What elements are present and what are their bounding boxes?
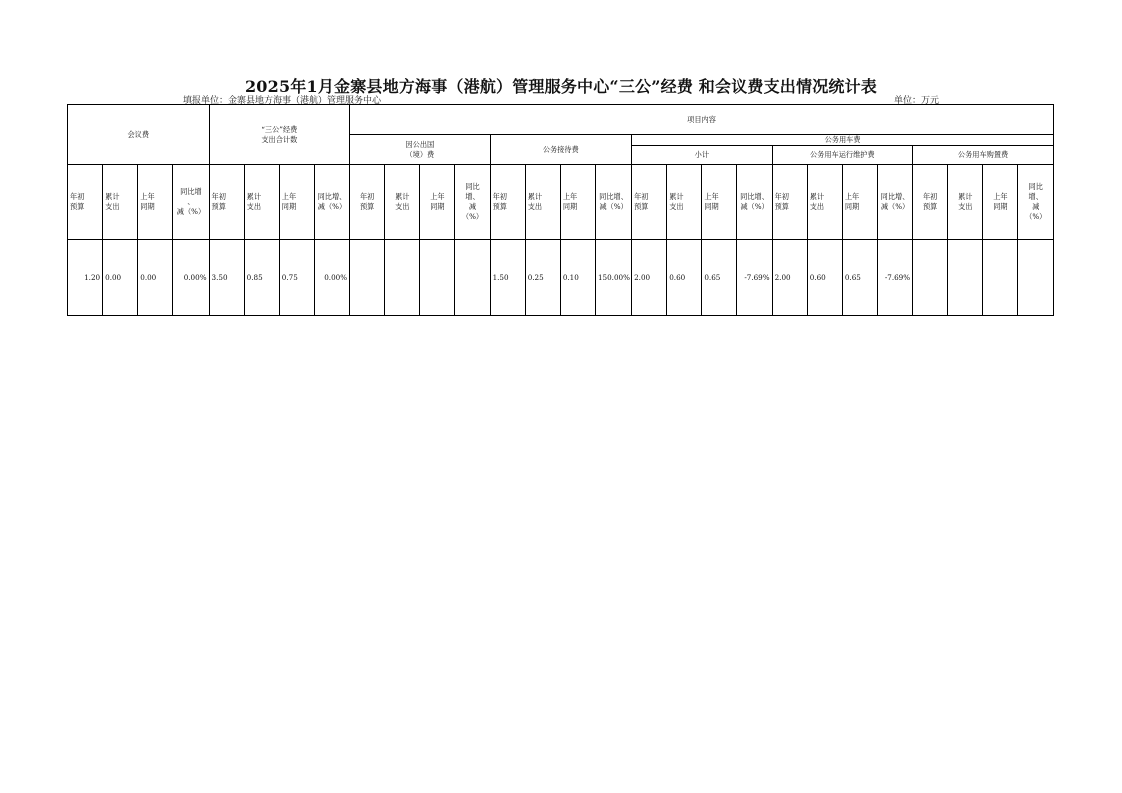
header-project-content: 项目内容: [350, 105, 1054, 135]
subheader-last-year: 上年 同期: [138, 165, 173, 240]
subheader-last-year: 上年 同期: [420, 165, 455, 240]
sangong-yoy-cell: 0.00%: [314, 240, 349, 316]
subtotal-cumulative-cell: 0.60: [667, 240, 702, 316]
header-sangong-total: “三公”经费 支出合计数: [209, 105, 350, 165]
subheader-yoy: 同比增、 减（%）: [737, 165, 772, 240]
reporting-unit: 填报单位：金寨县地方海事（港航）管理服务中心: [183, 96, 382, 106]
subheader-yoy: 同比增、 减（%）: [877, 165, 912, 240]
subheader-last-year: 上年 同期: [983, 165, 1018, 240]
header-reception-fee: 公务接待费: [490, 135, 632, 165]
table-row: [68, 240, 1054, 316]
abroad-yoy-cell: [455, 240, 490, 316]
header-vehicle-maintenance: 公务用车运行维护费: [772, 146, 913, 165]
subheader-yoy: 同比增、 减（%）: [595, 165, 631, 240]
header-vehicle-fee: 公务用车费: [632, 135, 1054, 146]
reception-cumulative-cell: 0.25: [525, 240, 560, 316]
subheader-last-year: 上年 同期: [842, 165, 877, 240]
purchase-budget-cell: [913, 240, 948, 316]
purchase-yoy-cell: [1018, 240, 1054, 316]
reception-last-year-cell: 0.10: [560, 240, 595, 316]
subheader-cumulative: 累计 支出: [385, 165, 420, 240]
header-abroad-fee: 因公出国 （境）费: [350, 135, 491, 165]
reception-budget-cell: 1.50: [490, 240, 525, 316]
purchase-cumulative-cell: [948, 240, 983, 316]
maintenance-cumulative-cell: 0.60: [807, 240, 842, 316]
subtotal-last-year-cell: 0.65: [702, 240, 737, 316]
header-vehicle-purchase: 公务用车购置费: [913, 146, 1054, 165]
subheader-budget: 年初 预算: [68, 165, 103, 240]
header-meeting-fee: 会议费: [68, 105, 210, 165]
meeting-last-year-cell: 0.00: [138, 240, 173, 316]
header-subtotal: 小计: [632, 146, 773, 165]
subheader-cumulative: 累计 支出: [525, 165, 560, 240]
meeting-cumulative-cell: 0.00: [103, 240, 138, 316]
maintenance-budget-cell: 2.00: [772, 240, 807, 316]
expense-table: [67, 104, 1054, 316]
subheader-cumulative: 累计 支出: [103, 165, 138, 240]
sangong-last-year-cell: 0.75: [279, 240, 314, 316]
sangong-cumulative-cell: 0.85: [244, 240, 279, 316]
subheader-last-year: 上年 同期: [702, 165, 737, 240]
subheader-last-year: 上年 同期: [560, 165, 595, 240]
subheader-budget: 年初 预算: [632, 165, 667, 240]
meeting-yoy-cell: 0.00%: [173, 240, 209, 316]
currency-unit: 单位：万元: [894, 96, 940, 106]
subheader-yoy: 同比 增、 减 （%）: [1018, 165, 1054, 240]
subheader-cumulative: 累计 支出: [667, 165, 702, 240]
subheader-budget: 年初 预算: [350, 165, 385, 240]
reception-yoy-cell: 150.00%: [595, 240, 631, 316]
subheader-yoy: 同比增 、 减（%）: [173, 165, 209, 240]
subtotal-yoy-cell: -7.69%: [737, 240, 772, 316]
subheader-yoy: 同比 增、 减 （%）: [455, 165, 490, 240]
subheader-last-year: 上年 同期: [279, 165, 314, 240]
meeting-budget-cell: 1.20: [68, 240, 103, 316]
purchase-last-year-cell: [983, 240, 1018, 316]
report-title: 2025年1月金寨县地方海事（港航）管理服务中心“三公”经费 和会议费支出情况统计表: [244, 77, 878, 96]
abroad-cumulative-cell: [385, 240, 420, 316]
subheader-cumulative: 累计 支出: [244, 165, 279, 240]
subheader-budget: 年初 预算: [772, 165, 807, 240]
maintenance-yoy-cell: -7.69%: [877, 240, 912, 316]
subtotal-budget-cell: 2.00: [632, 240, 667, 316]
sangong-budget-cell: 3.50: [209, 240, 244, 316]
subheader-budget: 年初 预算: [209, 165, 244, 240]
subheader-yoy: 同比增、 减（%）: [314, 165, 349, 240]
subheader-budget: 年初 预算: [490, 165, 525, 240]
abroad-last-year-cell: [420, 240, 455, 316]
subheader-cumulative: 累计 支出: [807, 165, 842, 240]
maintenance-last-year-cell: 0.65: [842, 240, 877, 316]
subheader-budget: 年初 预算: [913, 165, 948, 240]
abroad-budget-cell: [350, 240, 385, 316]
subheader-cumulative: 累计 支出: [948, 165, 983, 240]
